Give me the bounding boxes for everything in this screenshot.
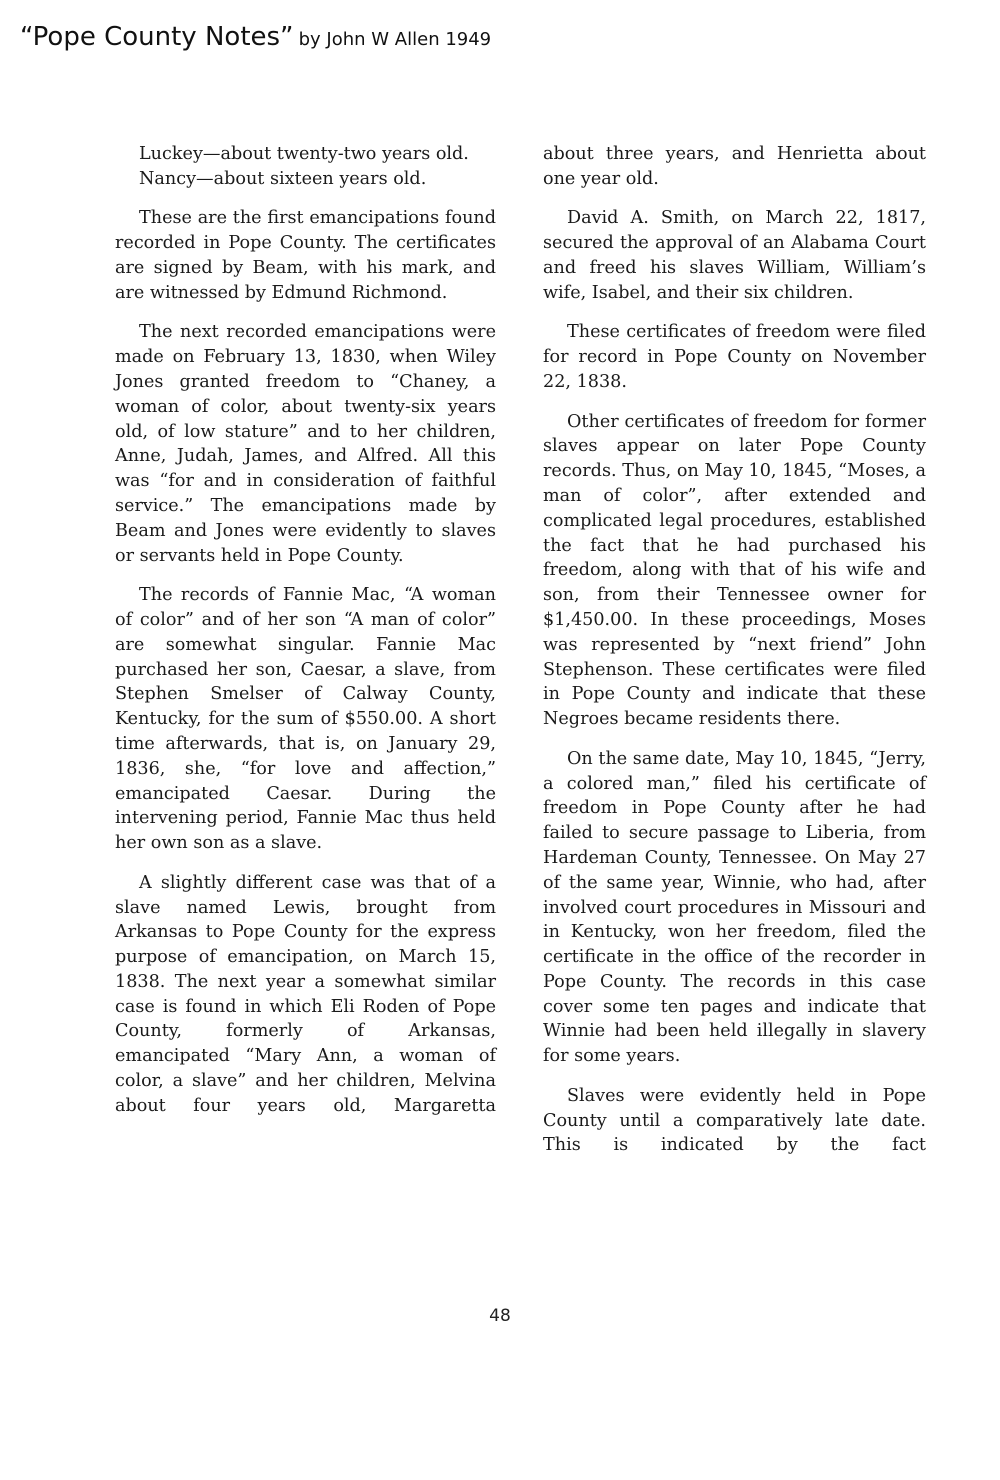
right-column (543, 142, 926, 1158)
paragraph: David A. Smith, on March 22, 1817, secured the approval of an Alabama Court and freed his slaves William, William’s wife, Isabel, and their six children. (543, 208, 926, 303)
left-column (115, 142, 496, 1119)
paragraph: These certificates of freedom were filed for record in Pope County on November 22, 1838. (543, 322, 926, 392)
document-byline: by John W Allen 1949 (298, 29, 492, 50)
paragraph: Nancy—about sixteen years old. (139, 168, 427, 189)
paragraph: The records of Fannie Mac, “A woman of color” and of her son “A man of color” are somewhat singular. Fannie Mac purchased her son, Caesar, a slave, from Stephen Smelser of Calway County, Kentucky, for the sum of $550.00. A short time afterwards, that is, on January 29, 1836, she, “for love and affection,” emancipated Caesar. During the intervening period, Fannie Mac thus held her own son as a slave. (115, 585, 496, 854)
paragraph: about three years, and Henrietta about one year old. (543, 144, 926, 189)
page-number: 48 (489, 1306, 511, 1326)
paragraph: Luckey—about twenty-two years old. (139, 144, 469, 164)
paragraph: Other certificates of freedom for former slaves appear on later Pope County records. Thus, on May 10, 1845, “Moses, a man of color”, after extended and complicated legal procedures, established the fact that he had purchased his freedom, along with that of his wife and son, from their Tennessee owner for $1,450.00. In these proceedings, Moses was represented by “next friend” John Stephenson. These certificates were filed in Pope County and indicate that these Negroes became residents there. (543, 411, 926, 730)
paragraph: A slightly different case was that of a slave named Lewis, brought from Arkansas to Pope County for the express purpose of emancipation, on March 15, 1838. The next year a somewhat similar case is found in which Eli Roden of Pope County, formerly of Arkansas, emancipated “Mary Ann, a woman of color, a slave” and her children, Melvina about four years old, Margaretta (115, 872, 496, 1116)
paragraph: On the same date, May 10, 1845, “Jerry, a colored man,” filed his certificate of freedom in Pope County after he had failed to secure passage to Liberia, from Hardeman County, Tennessee. On May 27 of the same year, Winnie, who had, after involved court procedures in Missouri and in Kentucky, won her freedom, filed the certificate in the office of the recorder in Pope County. The records in this case cover some ten pages and indicate that Winnie had been held illegally in slavery for some years. (543, 748, 926, 1067)
paragraph: These are the first emancipations found recorded in Pope County. The certificates are signed by Beam, with his mark, and are witnessed by Edmund Richmond. (115, 208, 496, 303)
document-header (20, 22, 491, 52)
document-title: “Pope County Notes” (20, 22, 294, 52)
paragraph: The next recorded emancipations were made on February 13, 1830, when Wiley Jones granted freedom to “Chaney, a woman of color, about twenty-six years old, of low stature” and to her children, Anne, Judah, James, and Alfred. All this was “for and in consideration of faithful service.” The emancipations made by Beam and Jones were evidently to slaves or servants held in Pope County. (115, 322, 496, 566)
paragraph: Slaves were evidently held in Pope County until a comparatively late date. This is indicated by the fact (543, 1085, 926, 1156)
